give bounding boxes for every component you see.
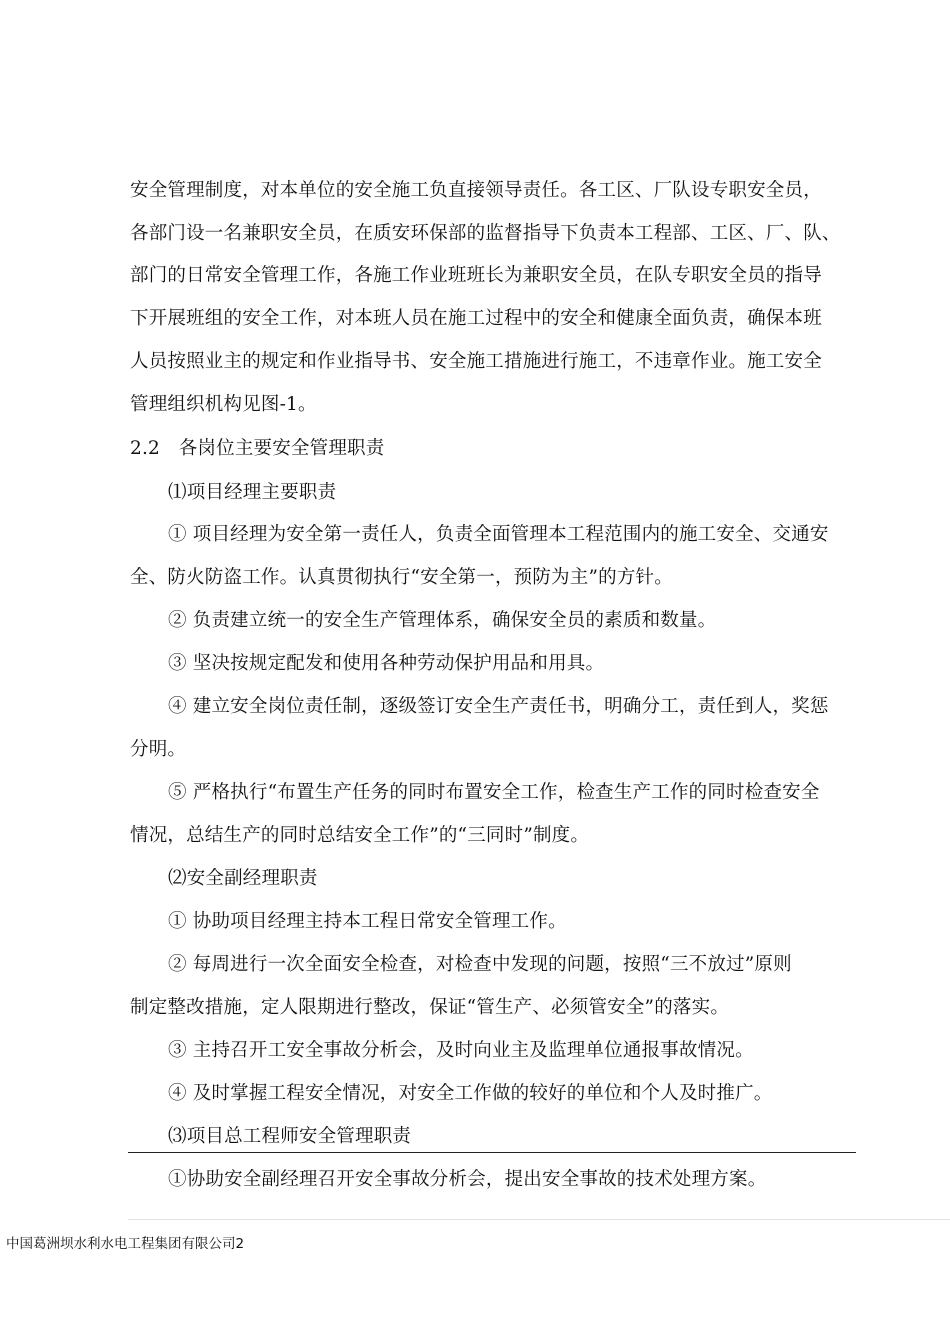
list-item-line: ② 负责建立统一的安全生产管理体系，确保安全员的素质和数量。	[168, 610, 717, 631]
list-item-continuation: 分明。	[130, 739, 187, 760]
subsection-heading: ⑶项目总工程师安全管理职责	[168, 1126, 412, 1147]
list-item-line: ④ 建立安全岗位责任制，逐级签订安全生产责任书，明确分工，责任到人，奖惩	[168, 696, 829, 717]
list-item-line: ③ 坚决按规定配发和使用各种劳动保护用品和用具。	[168, 653, 605, 674]
list-item-continuation: 全、防火防盗工作。认真贯彻执行“安全第一，预防为主”的方针。	[130, 567, 673, 588]
paragraph-line: 安全管理制度，对本单位的安全施工负直接领导责任。各工区、厂队设专职安全员，	[130, 180, 822, 201]
page-footer: 中国葛洲坝水利水电工程集团有限公司2	[6, 1236, 245, 1252]
list-item-line: ③ 主持召开工安全事故分析会，及时向业主及监理单位通报事故情况。	[168, 1040, 754, 1061]
paragraph-line: 下开展班组的安全工作，对本班人员在施工过程中的安全和健康全面负责，确保本班	[130, 308, 822, 329]
subsection-heading: ⑴项目经理主要职责	[168, 482, 337, 503]
list-item-continuation: 制定整改措施，定人限期进行整改，保证“管生产、必须管安全”的落实。	[130, 997, 730, 1018]
subsection-heading: ⑵安全副经理职责	[168, 868, 318, 889]
paragraph-line: 人员按照业主的规定和作业指导书、安全施工措施进行施工，不违章作业。施工安全	[130, 351, 822, 372]
list-item-line: ①协助安全副经理召开安全事故分析会，提出安全事故的技术处理方案。	[168, 1169, 767, 1190]
paragraph-line: 管理组织机构见图-1。	[130, 394, 317, 415]
paragraph-line: 部门的日常安全管理工作，各施工作业班班长为兼职安全员，在队专职安全员的指导	[130, 265, 822, 286]
section-heading: 2.2 各岗位主要安全管理职责	[130, 438, 385, 459]
list-item-line: ① 协助项目经理主持本工程日常安全管理工作。	[168, 911, 567, 932]
paragraph-line: 各部门设一名兼职安全员，在质安环保部的监督指导下负责本工程部、工区、厂、队、	[130, 223, 841, 244]
horizontal-rule	[128, 1152, 856, 1153]
list-item-line: ⑤ 严格执行“布置生产任务的同时布置安全工作，检查生产工作的同时检查安全	[168, 782, 820, 803]
list-item-line: ④ 及时掌握工程安全情况，对安全工作做的较好的单位和个人及时推广。	[168, 1083, 773, 1104]
list-item-line: ① 项目经理为安全第一责任人，负责全面管理本工程范围内的施工安全、交通安	[168, 524, 829, 545]
footer-divider	[128, 1219, 950, 1220]
list-item-continuation: 情况，总结生产的同时总结安全工作”的“三同时”制度。	[130, 825, 590, 846]
list-item-line: ② 每周进行一次全面安全检查，对检查中发现的问题，按照“三不放过”原则	[168, 954, 792, 975]
